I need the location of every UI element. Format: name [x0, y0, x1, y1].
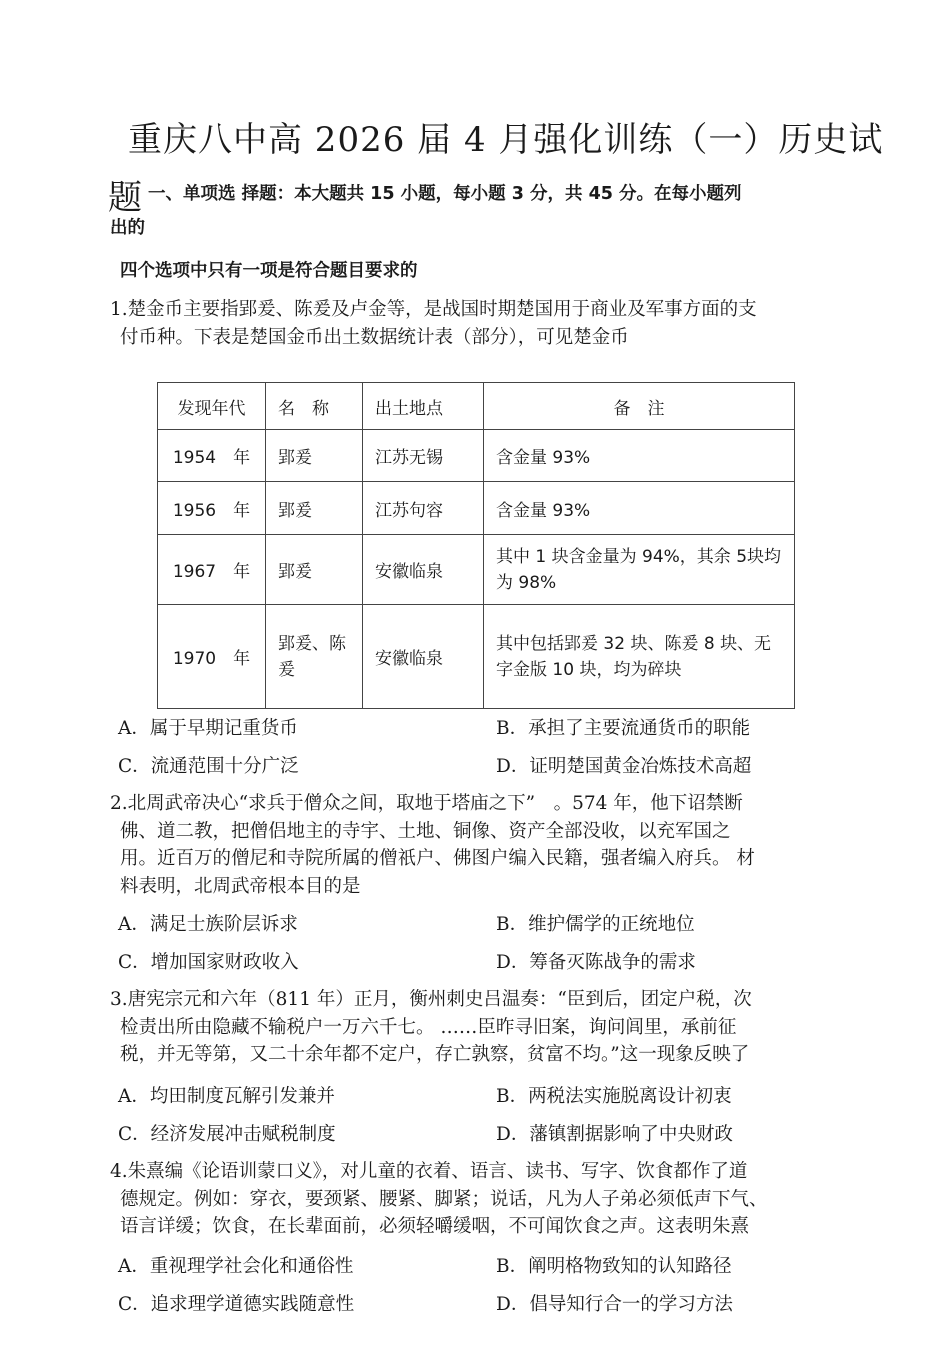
- question-stem-line: 税，并无等第，又二十余年都不定户，存亡孰察，贫富不均。”这一现象反映了: [120, 1044, 750, 1065]
- question-stem-line: 2.北周武帝决心“求兵于僧众之间，取地于塔庙之下” 。574 年，他下诏禁断: [110, 793, 743, 814]
- table-cell: 1954 年: [158, 430, 266, 482]
- question-stem-line: 德规定。例如：穿衣，要颈紧、腰紧、脚紧；说话，凡为人子弟必须低声下气、: [120, 1188, 768, 1210]
- option-b[interactable]: B．两税法实施脱离设计初衷: [496, 1086, 732, 1107]
- option-c[interactable]: C．增加国家财政收入: [118, 952, 299, 973]
- table-cell: 其中包括郢爰 32 块、陈爰 8 块、无字金版 10 块，均为碎块: [484, 605, 795, 709]
- table-cell: 含金量 93%: [484, 482, 795, 535]
- question-stem-line: 语言详缓；饮食，在长辈面前，必须轻嚼缓咽，不可闻饮食之声。这表明朱熹: [120, 1216, 750, 1237]
- question-stem-line: 检责出所由隐藏不输税户一万六千七。 ……臣昨寻旧案，询问闾里，承前征: [120, 1016, 737, 1038]
- question-4: [110, 1158, 870, 1241]
- table-cell: 郢爰: [266, 535, 363, 605]
- option-c[interactable]: C．流通范围十分广泛: [118, 756, 299, 777]
- option-a[interactable]: A．属于早期记重货币: [118, 718, 298, 739]
- gold-coin-table: [157, 382, 795, 709]
- option-a[interactable]: A．满足士族阶层诉求: [118, 914, 298, 935]
- question-stem-line: 佛、道二教，把僧侣地主的寺宇、土地、铜像、资产全部没收，以充军国之: [120, 820, 731, 842]
- option-b[interactable]: B．维护儒学的正统地位: [496, 914, 695, 935]
- table-header-row: [158, 383, 795, 430]
- option-c[interactable]: C．追求理学道德实践随意性: [118, 1294, 355, 1315]
- section-heading-cont: 出的: [110, 218, 145, 238]
- option-d[interactable]: D．倡导知行合一的学习方法: [496, 1294, 733, 1315]
- question-stem-line: 付币种。下表是楚国金币出土数据统计表（部分），可见楚金币: [120, 326, 629, 348]
- table-cell: 1967 年: [158, 535, 266, 605]
- option-c[interactable]: C．经济发展冲击赋税制度: [118, 1124, 336, 1145]
- question-stem-line: 1.楚金币主要指郢爰、陈爰及卢金等，是战国时期楚国用于商业及军事方面的支: [110, 299, 757, 320]
- table-header: 发现年代: [158, 383, 266, 430]
- question-2: [110, 790, 870, 900]
- exam-title: 重庆八中高 2026 届 4 月强化训练（一）历史试: [128, 120, 884, 160]
- table-row: [158, 535, 795, 605]
- option-d[interactable]: D．证明楚国黄金冶炼技术高超: [496, 756, 752, 777]
- table-cell: 江苏句容: [363, 482, 484, 535]
- option-d[interactable]: D．藩镇割据影响了中央财政: [496, 1124, 733, 1145]
- option-b[interactable]: B．承担了主要流通货币的职能: [496, 718, 751, 739]
- option-d[interactable]: D．筹备灭陈战争的需求: [496, 952, 696, 973]
- table-header: 名 称: [266, 383, 363, 430]
- table-cell: 江苏无锡: [363, 430, 484, 482]
- option-a[interactable]: A．重视理学社会化和通俗性: [118, 1256, 354, 1277]
- table-cell: 郢爰: [266, 482, 363, 535]
- section-heading: 一、单项选 择题：本大题共 15 小题，每小题 3 分，共 45 分。在每小题列: [148, 184, 742, 204]
- table-cell: 含金量 93%: [484, 430, 795, 482]
- question-3: [110, 986, 870, 1069]
- table-cell: 安徽临泉: [363, 605, 484, 709]
- question-stem-line: 4.朱熹编《论语训蒙口义》，对儿童的衣着、语言、读书、写字、饮食都作了道: [110, 1161, 748, 1182]
- table-cell: 其中 1 块含金量为 94%，其余 5块均为 98%: [484, 535, 795, 605]
- table-cell: 郢爰: [266, 430, 363, 482]
- section-instruction: 四个选项中只有一项是符合题目要求的: [120, 261, 418, 281]
- table-row: [158, 605, 795, 709]
- table-header: 备 注: [484, 383, 795, 430]
- table-row: [158, 430, 795, 482]
- question-stem-line: 用。近百万的僧尼和寺院所属的僧祇户、佛图户编入民籍，强者编入府兵。 材: [120, 848, 755, 869]
- table-header: 出土地点: [363, 383, 484, 430]
- question-stem-line: 3.唐宪宗元和六年（811 年）正月，衡州刺史吕温奏：“臣到后，团定户税，次: [110, 989, 752, 1010]
- question-1: [110, 296, 870, 351]
- table-cell: 郢爰、陈爰: [266, 605, 363, 709]
- question-stem-line: 料表明，北周武帝根本目的是: [120, 875, 361, 897]
- option-b[interactable]: B．阐明格物致知的认知路径: [496, 1256, 732, 1277]
- exam-title-end: 题: [108, 178, 142, 218]
- table-cell: 1956 年: [158, 482, 266, 535]
- table-cell: 安徽临泉: [363, 535, 484, 605]
- table-row: [158, 482, 795, 535]
- table-cell: 1970 年: [158, 605, 266, 709]
- option-a[interactable]: A．均田制度瓦解引发兼并: [118, 1086, 335, 1107]
